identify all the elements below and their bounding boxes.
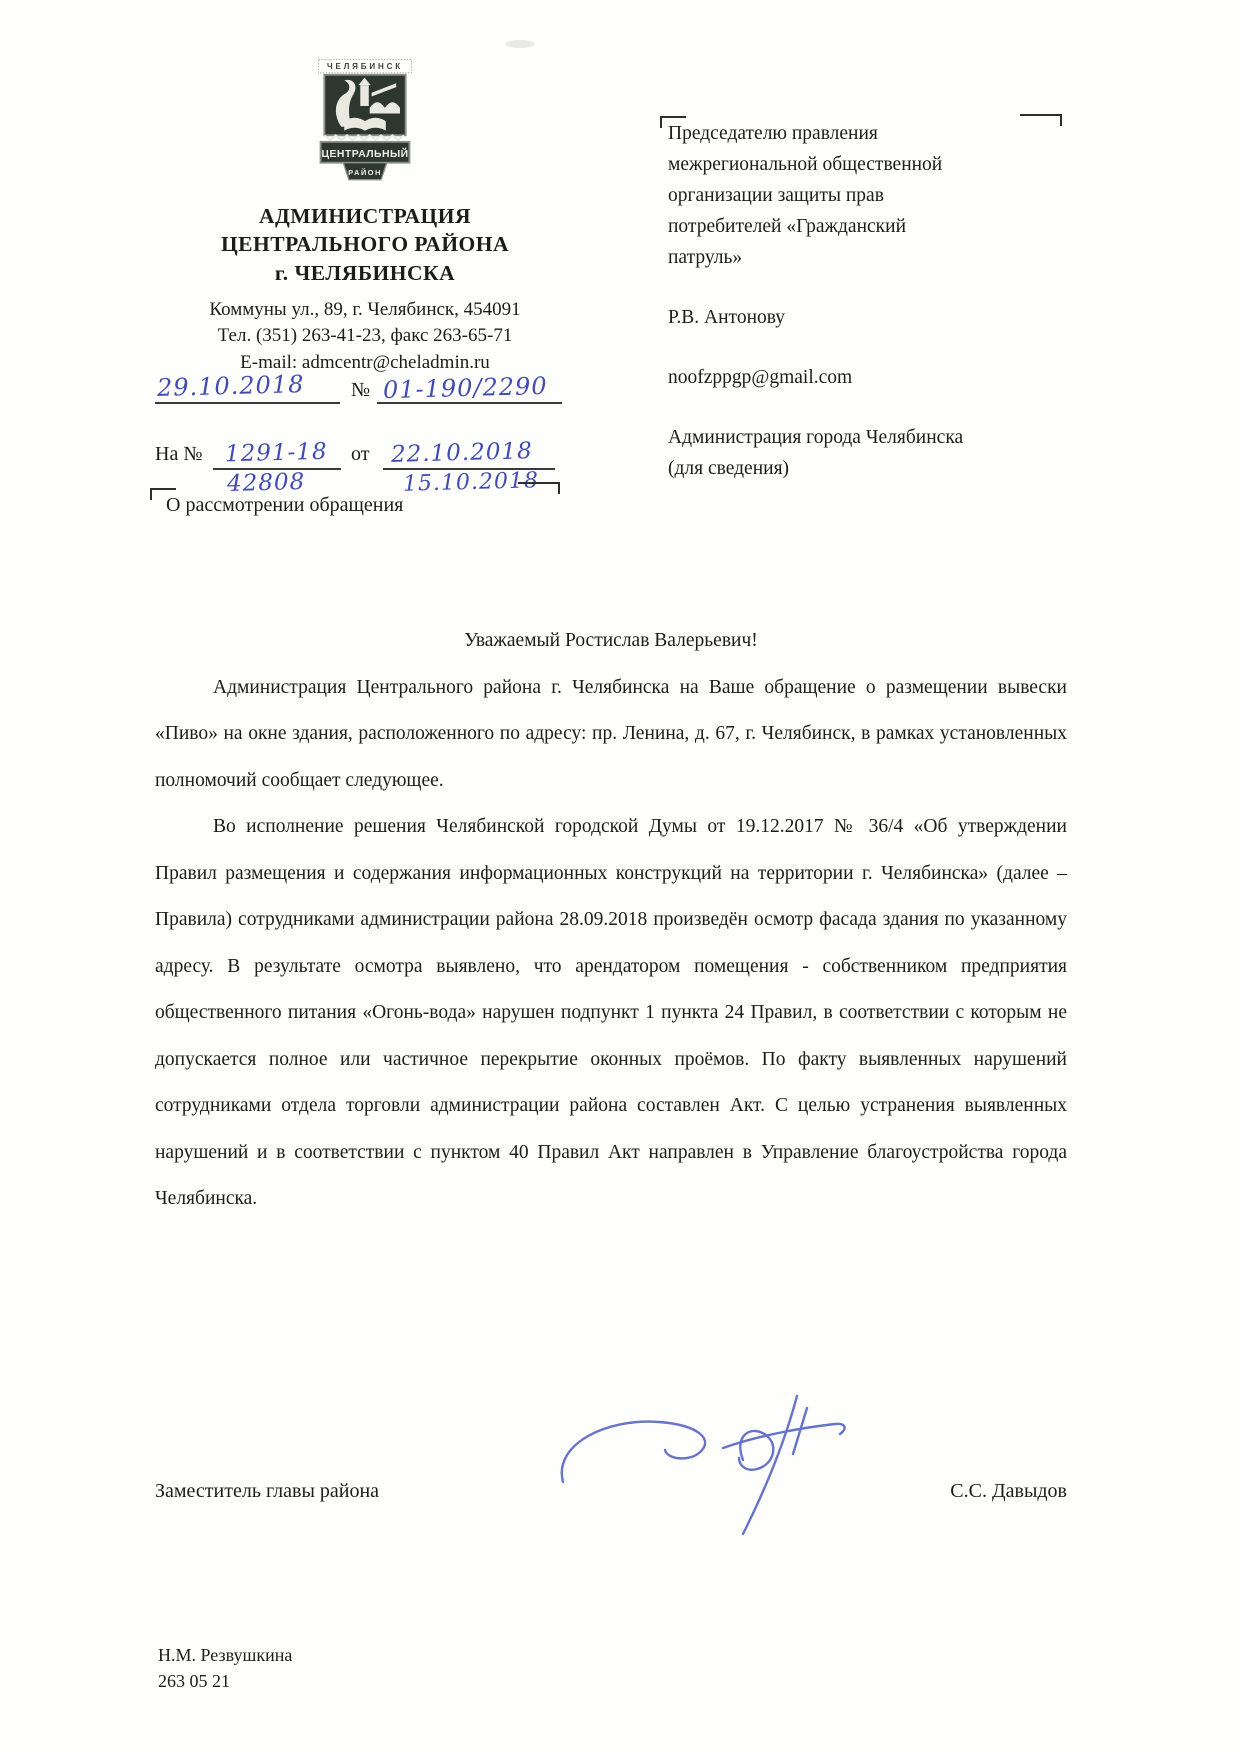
- recipient-block: [668, 118, 1088, 484]
- recipient-name: Р.В. Антонову: [668, 307, 786, 328]
- executor-name: Н.М. Резвушкина: [158, 1645, 293, 1665]
- org-name-line3: г. ЧЕЛЯБИНСКА: [274, 260, 456, 285]
- org-address: Коммуны ул., 89, г. Челябинск, 454091: [209, 299, 521, 321]
- org-contact: [150, 297, 580, 376]
- body-paragraph-2: Во исполнение решения Челябинской городской Думы от 19.12.2017 № 36/4 «Об утверждении Правил размещения и содержания информационных конструкций на территории г. Челябинска» (далее – Правила) сотрудниками администрации района 28.09.2018 произведён осмотр фасада здания по указанному адресу. В результате осмотра выявлено, что арендатором помещения - собственником предприятия общественного питания «Огонь-вода» нарушен подпункт 1 пункта 24 Правил, в соответствии с которым не допускается полное или частичное перекрытие оконных проёмов. По факту выявленных нарушений сотрудниками отдела торговли администрации района составлен Акт. С целью устранения выявленных нарушений и в соответствии с пунктом 40 Правил Акт направлен в Управление благоустройства города Челябинска.: [155, 816, 1067, 1209]
- body-paragraph-1: Администрация Центрального района г. Челябинска на Ваше обращение о размещении вывески «Пиво» на окне здания, расположенного по адресу: пр. Ленина, д. 67, г. Челябинск, в рамках установленных полномочий сообщает следующее.: [155, 676, 1067, 791]
- incoming-number-value: 1291-18: [224, 438, 328, 468]
- outgoing-ref-row: [155, 366, 625, 404]
- scan-artifact: [505, 40, 535, 48]
- outgoing-number-value: 01-190/2290: [382, 371, 548, 405]
- org-name-line2: ЦЕНТРАЛЬНОГО РАЙОНА: [220, 232, 510, 257]
- outgoing-date-field: [155, 366, 340, 404]
- handwritten-signature-icon: [545, 1382, 875, 1552]
- salutation: Уважаемый Ростислав Валерьевич!: [464, 630, 758, 651]
- copy-recipient-org: Администрация города Челябинска: [668, 427, 964, 448]
- incoming-number-field: [213, 430, 341, 470]
- outgoing-number-field: [377, 366, 562, 404]
- recipient-line: патруль»: [668, 247, 743, 268]
- recipient-line: Председателю правления: [668, 123, 878, 144]
- svg-text:ЧЕЛЯБИНСК: ЧЕЛЯБИНСК: [327, 62, 403, 72]
- executor-phone: 263 05 21: [158, 1671, 230, 1692]
- copy-recipient-note: (для сведения): [668, 458, 790, 479]
- incoming-date-value: 22.10.2018: [390, 438, 534, 468]
- letter-body: [155, 618, 1067, 1223]
- incoming-number-value-2: 42808: [226, 468, 306, 498]
- corner-mark-icon: [1020, 114, 1062, 126]
- signer-position: Заместитель главы района: [155, 1480, 380, 1502]
- recipient-line: межрегиональной общественной: [668, 154, 943, 175]
- org-name-line1: АДМИНИСТРАЦИЯ: [258, 204, 472, 228]
- recipient-line: организации защиты прав: [668, 185, 884, 206]
- corner-mark-icon: [660, 116, 686, 128]
- district-emblem: [150, 58, 580, 188]
- org-name: [150, 202, 580, 287]
- executor-block: [158, 1642, 292, 1694]
- svg-text:ЦЕНТРАЛЬНЫЙ: ЦЕНТРАЛЬНЫЙ: [321, 149, 409, 161]
- number-sign-label: №: [351, 379, 371, 401]
- corner-mark-icon: [518, 482, 560, 494]
- outgoing-date-value: 29.10.2018: [156, 370, 305, 402]
- from-label: от: [351, 443, 370, 465]
- incoming-date-value-2: 15.10.2018: [402, 468, 540, 497]
- letterhead: [150, 58, 580, 376]
- subject-line: О рассмотрении обращения: [166, 494, 404, 516]
- reply-to-label: На №: [155, 443, 203, 465]
- org-phone: Тел. (351) 263-41-23, факс 263-65-71: [217, 325, 513, 347]
- incoming-ref-row: [155, 430, 625, 470]
- district-emblem-icon: [313, 58, 417, 188]
- recipient-line: потребителей «Гражданский: [668, 216, 907, 237]
- copy-recipient: [668, 422, 1088, 484]
- svg-text:РАЙОН: РАЙОН: [348, 168, 382, 177]
- incoming-date-field: [383, 430, 555, 470]
- recipient-email: noofzppgp@gmail.com: [668, 367, 853, 388]
- org-email: E-mail: admcentr@cheladmin.ru: [240, 351, 490, 373]
- signature-row: [155, 1480, 1067, 1503]
- signer-name: С.С. Давыдов: [950, 1480, 1067, 1502]
- subject-block: [150, 486, 620, 526]
